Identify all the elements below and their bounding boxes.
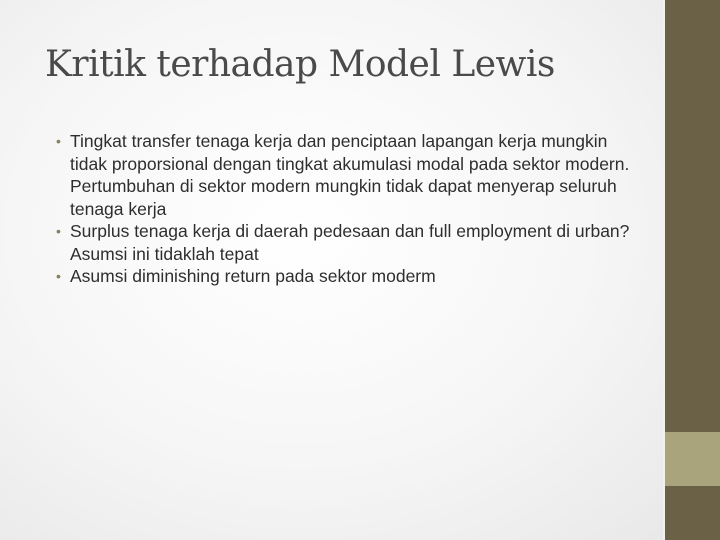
bullet-list xyxy=(56,130,646,288)
bullet-dot-icon: • xyxy=(56,223,61,239)
sidebar-accent-block xyxy=(665,432,720,486)
bullet-item xyxy=(56,220,646,265)
slide-content xyxy=(56,130,646,288)
bullet-text: Surplus tenaga kerja di daerah pedesaan dan full employment di urban? Asumsi ini tidaklah tepat xyxy=(70,221,630,264)
bullet-text: Asumsi diminishing return pada sektor moderm xyxy=(70,266,436,286)
bullet-dot-icon: • xyxy=(56,133,61,149)
bullet-text: Tingkat transfer tenaga kerja dan penciptaan lapangan kerja mungkin tidak proporsional dengan tingkat akumulasi modal pada sektor modern. Pertumbuhan di sektor modern mungkin tidak dapat menyerap seluruh tenaga kerja xyxy=(70,131,630,219)
bullet-dot-icon: • xyxy=(56,268,61,284)
bullet-item xyxy=(56,130,646,220)
slide-title: Kritik terhadap Model Lewis xyxy=(45,44,555,85)
bullet-item xyxy=(56,265,646,288)
